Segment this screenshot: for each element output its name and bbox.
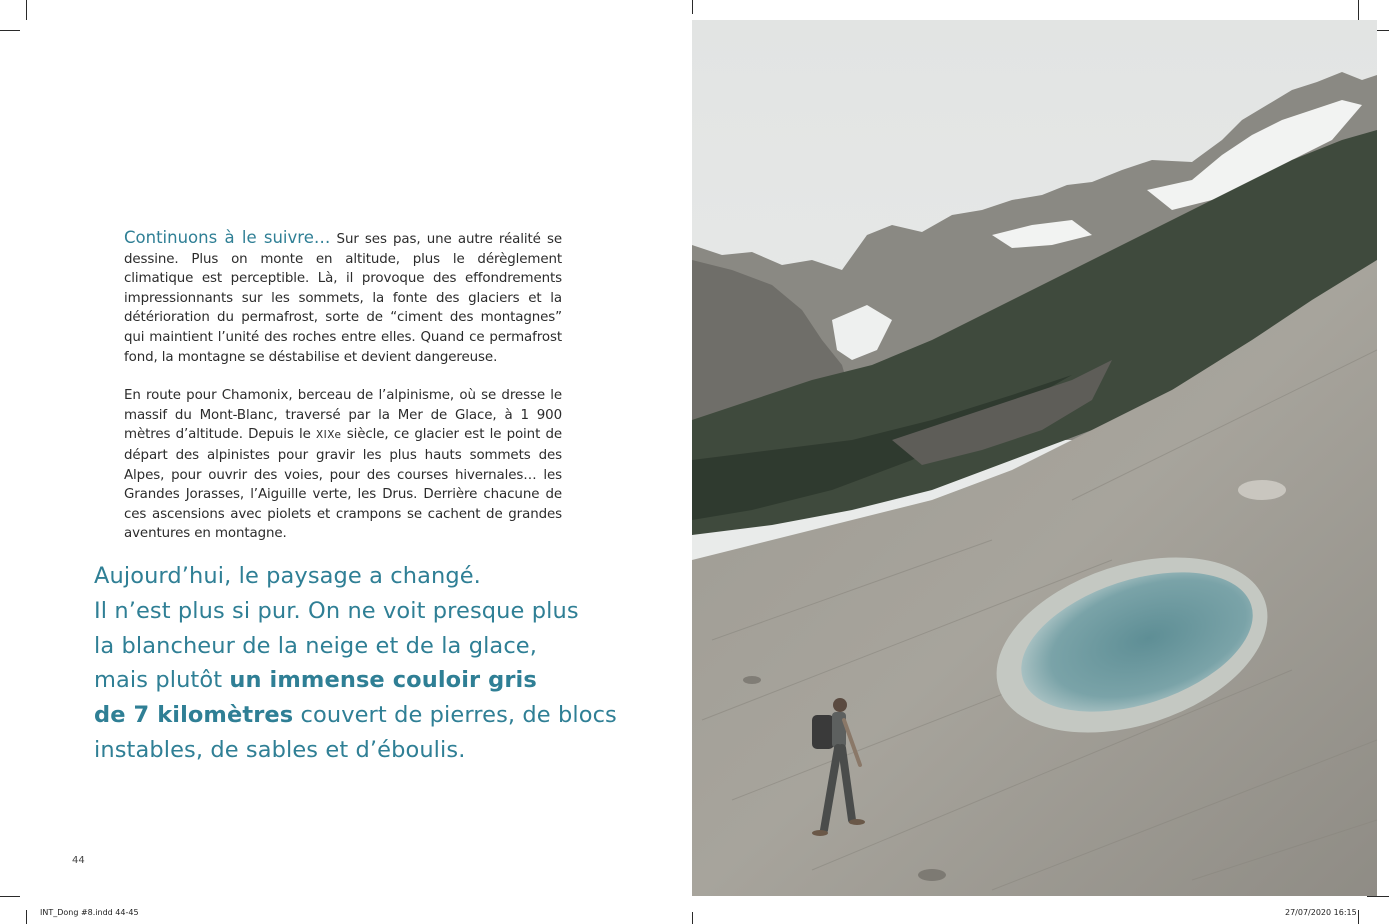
- photo-illustration: [692, 20, 1377, 896]
- century-smallcaps: XIXe: [315, 429, 342, 442]
- lead-in: Continuons à le suivre…: [124, 228, 331, 247]
- paragraph-2-text-a: En route pour Chamonix, berceau de l’alpinisme, où se dresse le massif du Mont-Blanc, traversé par la Mer de Glace, à 1 900 mètres d’altitude. Depuis le: [124, 388, 562, 443]
- paragraph-2-text-b: siècle, ce glacier est le point de départ des alpinistes pour gravir les plus hauts sommets des Alpes, pour ouvrir des voies, pour des courses hivernales… les Grandes Jorasses, l’Aiguille verte, les Drus. Derrière chacune de ces ascensions avec piolets et crampons se cachent de grandes aventures en montagne.: [124, 427, 562, 542]
- page-number: 44: [72, 855, 85, 866]
- crop-mark: [692, 912, 693, 924]
- paragraph-1: [124, 228, 562, 367]
- pull-quote-line: la blancheur de la neige et de la glace,: [94, 632, 537, 659]
- pull-quote-line: [94, 698, 654, 733]
- pull-quote-line: instables, de sables et d’éboulis.: [94, 736, 466, 763]
- crop-mark: [0, 896, 20, 897]
- crop-mark: [26, 0, 27, 20]
- pull-quote-line: Il n’est plus si pur. On ne voit presque plus: [94, 597, 579, 624]
- crop-mark: [692, 0, 693, 14]
- paragraph-2: [124, 386, 562, 544]
- boulder: [1238, 480, 1286, 500]
- glacier-photo: [692, 20, 1377, 896]
- body-copy: [124, 228, 562, 544]
- crop-mark: [1358, 0, 1359, 20]
- pull-quote-text: mais plutôt: [94, 667, 230, 694]
- pull-quote-line: Aujourd’hui, le paysage a changé.: [94, 563, 481, 589]
- pull-quote-emphasis: de 7 kilomètres: [94, 702, 294, 729]
- pull-quote-line: [94, 663, 654, 698]
- pull-quote-emphasis: un immense couloir gris: [229, 667, 537, 694]
- paragraph-1-text: Sur ses pas, une autre réalité se dessine. Plus on monte en altitude, plus le dérèglement climatique est perceptible. Là, il provoque des effondrements impressionnants sur les sommets, la fonte des glaciers et la détérioration du permafrost, sorte de “ciment des montagnes” qui maintient l’unité des roches entre elles. Quand ce permafrost fond, la montagne se déstabilise et devient dangereuse.: [124, 232, 563, 365]
- pull-quote-text: couvert de pierres, de blocs: [293, 702, 617, 729]
- pull-quote: [94, 559, 654, 768]
- crop-mark: [1358, 910, 1359, 924]
- crop-mark: [0, 30, 20, 31]
- slug-timestamp: 27/07/2020 16:15: [1285, 908, 1357, 917]
- boulder: [918, 869, 946, 881]
- boulder: [743, 676, 761, 684]
- crop-mark: [26, 910, 27, 924]
- slug-file-name: INT_Dong #8.indd 44-45: [40, 908, 139, 917]
- crop-mark: [1367, 896, 1389, 897]
